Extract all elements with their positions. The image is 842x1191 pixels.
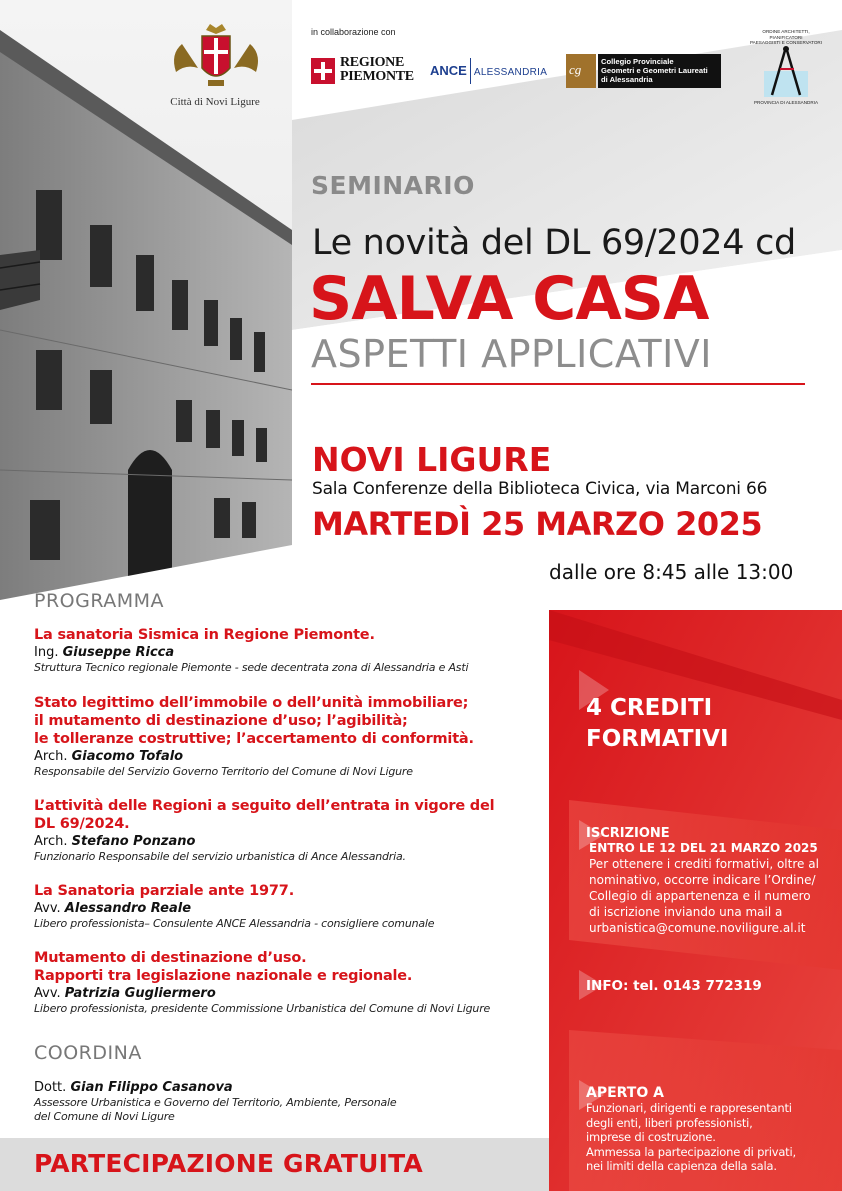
speaker-prefix: Avv. bbox=[34, 986, 61, 1001]
speaker-role: Libero professionista, presidente Commissione Urbanistica del Comune di Novi Ligure bbox=[34, 1002, 491, 1015]
program-item bbox=[34, 694, 534, 779]
speaker bbox=[34, 986, 534, 1002]
program-item-title: le tolleranze costruttive; l’accertamento di conformità. bbox=[34, 731, 474, 747]
speaker-name: Giacomo Tofalo bbox=[71, 749, 184, 764]
speaker-name: Alessandro Reale bbox=[64, 901, 192, 916]
program-item-title: Mutamento di destinazione d’uso. bbox=[34, 950, 307, 966]
speaker-name: Patrizia Gugliermero bbox=[64, 986, 216, 1001]
ance-name: ANCE bbox=[430, 63, 467, 79]
program-item-title: La Sanatoria parziale ante 1977. bbox=[34, 883, 295, 899]
registration-block bbox=[586, 826, 836, 936]
audience-line: degli enti, liberi professionisti, bbox=[586, 1115, 753, 1130]
speaker-role: Responsabile del Servizio Governo Territorio del Comune di Novi Ligure bbox=[34, 765, 413, 778]
program-item-title: Stato legittimo dell’immobile o dell’unità immobiliare; bbox=[34, 695, 469, 711]
event-date: MARTEDÌ 25 MARZO 2025 bbox=[312, 505, 763, 543]
audience-line: nei limiti della capienza della sala. bbox=[586, 1159, 777, 1173]
ordine-province: PROVINCIA DI ALESSANDRIA bbox=[753, 100, 819, 105]
speaker bbox=[34, 749, 534, 765]
program-item-title: L’attività delle Regioni a seguito dell’entrata in vigore del bbox=[34, 798, 495, 814]
speaker-role: Struttura Tecnico regionale Piemonte - sede decentrata zona di Alessandria e Asti bbox=[34, 661, 469, 674]
event-venue: Sala Conferenze della Biblioteca Civica, via Marconi 66 bbox=[312, 479, 768, 499]
ance-branch: ALESSANDRIA bbox=[473, 67, 548, 79]
event-time: dalle ore 8:45 alle 13:00 bbox=[549, 560, 794, 584]
title-main: SALVA CASA bbox=[309, 264, 709, 334]
program-item bbox=[34, 626, 534, 675]
speaker-name: Gian Filippo Casanova bbox=[70, 1080, 233, 1095]
coordinator bbox=[34, 1079, 534, 1124]
collegio-geometri-logo bbox=[566, 54, 721, 88]
speaker-prefix: Arch. bbox=[34, 749, 68, 764]
program-item-title: Rapporti tra legislazione nazionale e regionale. bbox=[34, 968, 413, 984]
credits-line-2: FORMATIVI bbox=[586, 726, 729, 752]
seminar-kicker: SEMINARIO bbox=[311, 171, 475, 200]
program-item bbox=[34, 949, 534, 1016]
title-line-1: Le novità del DL 69/2024 cd bbox=[312, 223, 796, 263]
speaker-prefix: Arch. bbox=[34, 834, 68, 849]
collegio-line-2: Geometri e Geometri Laureati bbox=[601, 66, 708, 75]
city-caption: Città di Novi Ligure bbox=[170, 96, 260, 108]
program-item bbox=[34, 797, 534, 864]
speaker-role: Funzionario Responsabile del servizio urbanistica di Ance Alessandria. bbox=[34, 850, 406, 863]
registration-deadline: ENTRO LE 12 DEL 21 MARZO 2025 bbox=[589, 841, 818, 855]
audience-heading: APERTO A bbox=[586, 1085, 664, 1101]
regione-line-2: PIEMONTE bbox=[340, 69, 414, 84]
collegio-line-3: di Alessandria bbox=[601, 75, 653, 84]
registration-email[interactable]: urbanistica@comune.noviligure.al.it bbox=[589, 921, 806, 935]
collab-label: in collaborazione con bbox=[311, 27, 396, 37]
speaker-role: Assessore Urbanistica e Governo del Territorio, Ambiente, Personale bbox=[34, 1096, 397, 1109]
speaker bbox=[34, 834, 534, 850]
speaker bbox=[34, 645, 534, 661]
ance-logo bbox=[430, 58, 547, 84]
collegio-mark-icon: cg bbox=[566, 54, 596, 88]
audience-line: Funzionari, dirigenti e rappresentanti bbox=[586, 1101, 792, 1115]
speaker-prefix: Avv. bbox=[34, 901, 61, 916]
audience-line: imprese di costruzione. bbox=[586, 1130, 716, 1144]
speaker-role: Libero professionista– Consulente ANCE Alessandria - consigliere comunale bbox=[34, 917, 435, 930]
ordine-line-1: ORDINE ARCHITETTI, PIANIFICATORI bbox=[762, 29, 810, 40]
speaker-role: del Comune di Novi Ligure bbox=[34, 1110, 175, 1123]
audience-line: Ammessa la partecipazione di privati, bbox=[586, 1144, 796, 1159]
credits-block bbox=[586, 693, 728, 755]
title-subtitle: ASPETTI APPLICATIVI bbox=[311, 332, 712, 376]
program-heading: PROGRAMMA bbox=[34, 590, 165, 612]
ordine-architetti-logo bbox=[748, 29, 824, 111]
registration-line: di iscrizione inviando una mail a bbox=[589, 905, 783, 919]
speaker bbox=[34, 1080, 534, 1096]
registration-line: Collegio di appartenenza e il numero bbox=[589, 889, 811, 903]
speaker-name: Giuseppe Ricca bbox=[62, 645, 175, 660]
title-divider bbox=[311, 383, 805, 385]
ordine-compass-icon bbox=[762, 43, 810, 99]
coordinator-heading: COORDINA bbox=[34, 1042, 142, 1064]
event-city: NOVI LIGURE bbox=[312, 440, 552, 479]
registration-heading: ISCRIZIONE bbox=[586, 826, 670, 841]
registration-line: Per ottenere i crediti formativi, oltre al bbox=[589, 857, 819, 871]
speaker-prefix: Ing. bbox=[34, 645, 59, 660]
speaker bbox=[34, 901, 534, 917]
regione-line-1: REGIONE bbox=[340, 55, 405, 70]
program-item-title: DL 69/2024. bbox=[34, 816, 130, 832]
program-item-title: il mutamento di destinazione d’uso; l’agibilità; bbox=[34, 713, 408, 729]
audience-block bbox=[586, 1085, 796, 1174]
ordine-line-2: PAESAGGISTI E CONSERVATORI bbox=[749, 40, 823, 45]
ance-divider bbox=[470, 58, 471, 84]
collegio-line-1: Collegio Provinciale bbox=[601, 57, 674, 66]
speaker-prefix: Dott. bbox=[34, 1080, 67, 1095]
program-item bbox=[34, 882, 534, 931]
regione-flag-icon bbox=[311, 58, 335, 84]
speaker-name: Stefano Ponzano bbox=[71, 834, 196, 849]
credits-line-1: 4 CREDITI bbox=[586, 695, 713, 721]
registration-line: nominativo, occorre indicare l’Ordine/ bbox=[589, 873, 816, 887]
info-phone[interactable]: INFO: tel. 0143 772319 bbox=[586, 978, 762, 994]
city-coat-of-arms bbox=[168, 24, 264, 96]
program-item-title: La sanatoria Sismica in Regione Piemonte. bbox=[34, 627, 375, 643]
footer-free-participation: PARTECIPAZIONE GRATUITA bbox=[34, 1149, 423, 1178]
